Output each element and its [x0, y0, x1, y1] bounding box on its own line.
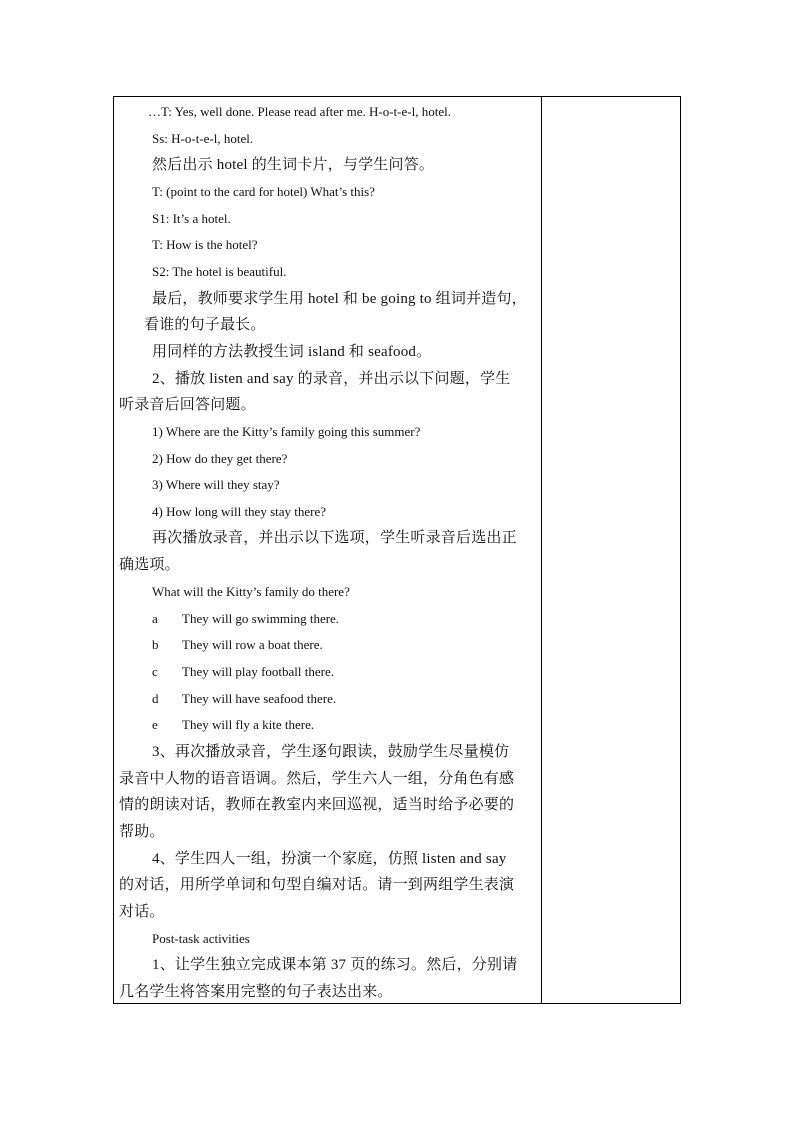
option-text: They will have seafood there.	[182, 691, 337, 706]
option-line	[152, 716, 572, 734]
option-text: They will play football there.	[182, 664, 334, 679]
option-letter: c	[152, 664, 158, 679]
option-text: They will fly a kite there.	[182, 717, 315, 732]
option-line	[152, 690, 572, 708]
text-line: 听录音后回答问题。	[119, 397, 256, 413]
text-line: 确选项。	[119, 557, 180, 573]
text-line: 看谁的句子最长。	[144, 317, 266, 333]
text-line: T: How is the hotel?	[152, 237, 258, 252]
notes-cell	[542, 97, 680, 1003]
text-line: 3) Where will they stay?	[152, 477, 280, 492]
text-line: S2: The hotel is beautiful.	[152, 264, 287, 279]
option-letter: e	[152, 717, 158, 732]
option-line	[152, 663, 572, 681]
text-line: 用同样的方法教授生词 island 和 seafood。	[152, 344, 432, 360]
text-line: 对话。	[119, 904, 165, 920]
text-line: 再次播放录音，并出示以下选项，学生听录音后选出正	[152, 530, 517, 546]
text-line: 1) Where are the Kitty’s family going this summer?	[152, 424, 421, 439]
text-line: 2) How do they get there?	[152, 451, 288, 466]
lesson-content-cell	[114, 97, 541, 1003]
text-line: 帮助。	[119, 824, 165, 840]
text-line: 录音中人物的语音语调。然后，学生六人一组，分角色有感	[119, 771, 515, 787]
text-line: 3、再次播放录音，学生逐句跟读，鼓励学生尽量模仿	[152, 744, 510, 760]
text-line: 4) How long will they stay there?	[152, 504, 327, 519]
option-text: They will go swimming there.	[182, 611, 340, 626]
lesson-plan-table	[113, 96, 681, 1004]
option-letter: a	[152, 611, 158, 626]
text-line: 情的朗读对话，教师在教室内来回巡视，适当时给予必要的	[119, 797, 515, 813]
text-line: T: (point to the card for hotel) What’s this?	[152, 184, 375, 199]
text-line: 然后出示 hotel 的生词卡片，与学生问答。	[152, 157, 435, 173]
text-line: What will the Kitty’s family do there?	[152, 584, 350, 599]
option-letter: b	[152, 637, 159, 652]
text-line: 2、播放 listen and say 的录音，并出示以下问题，学生	[152, 371, 511, 387]
text-line: 最后，教师要求学生用 hotel 和 be going to 组词并造句，	[152, 291, 527, 307]
text-line: Ss: H-o-t-e-l, hotel.	[152, 131, 254, 146]
text-line: 1、让学生独立完成课本第 37 页的练习。然后，分别请	[152, 957, 518, 973]
text-line: …T: Yes, well done. Please read after me. H-o-t-e-l, hotel.	[148, 104, 451, 119]
option-letter: d	[152, 691, 159, 706]
option-line	[152, 636, 572, 654]
option-text: They will row a boat there.	[182, 637, 323, 652]
option-line	[152, 610, 572, 628]
text-line: 的对话，用所学单词和句型自编对话。请一到两组学生表演	[119, 877, 515, 893]
text-line: S1: It’s a hotel.	[152, 211, 231, 226]
section-heading: Post-task activities	[152, 931, 250, 946]
text-line: 4、学生四人一组，扮演一个家庭，仿照 listen and say	[152, 851, 507, 867]
text-line: 几名学生将答案用完整的句子表达出来。	[119, 984, 393, 1000]
